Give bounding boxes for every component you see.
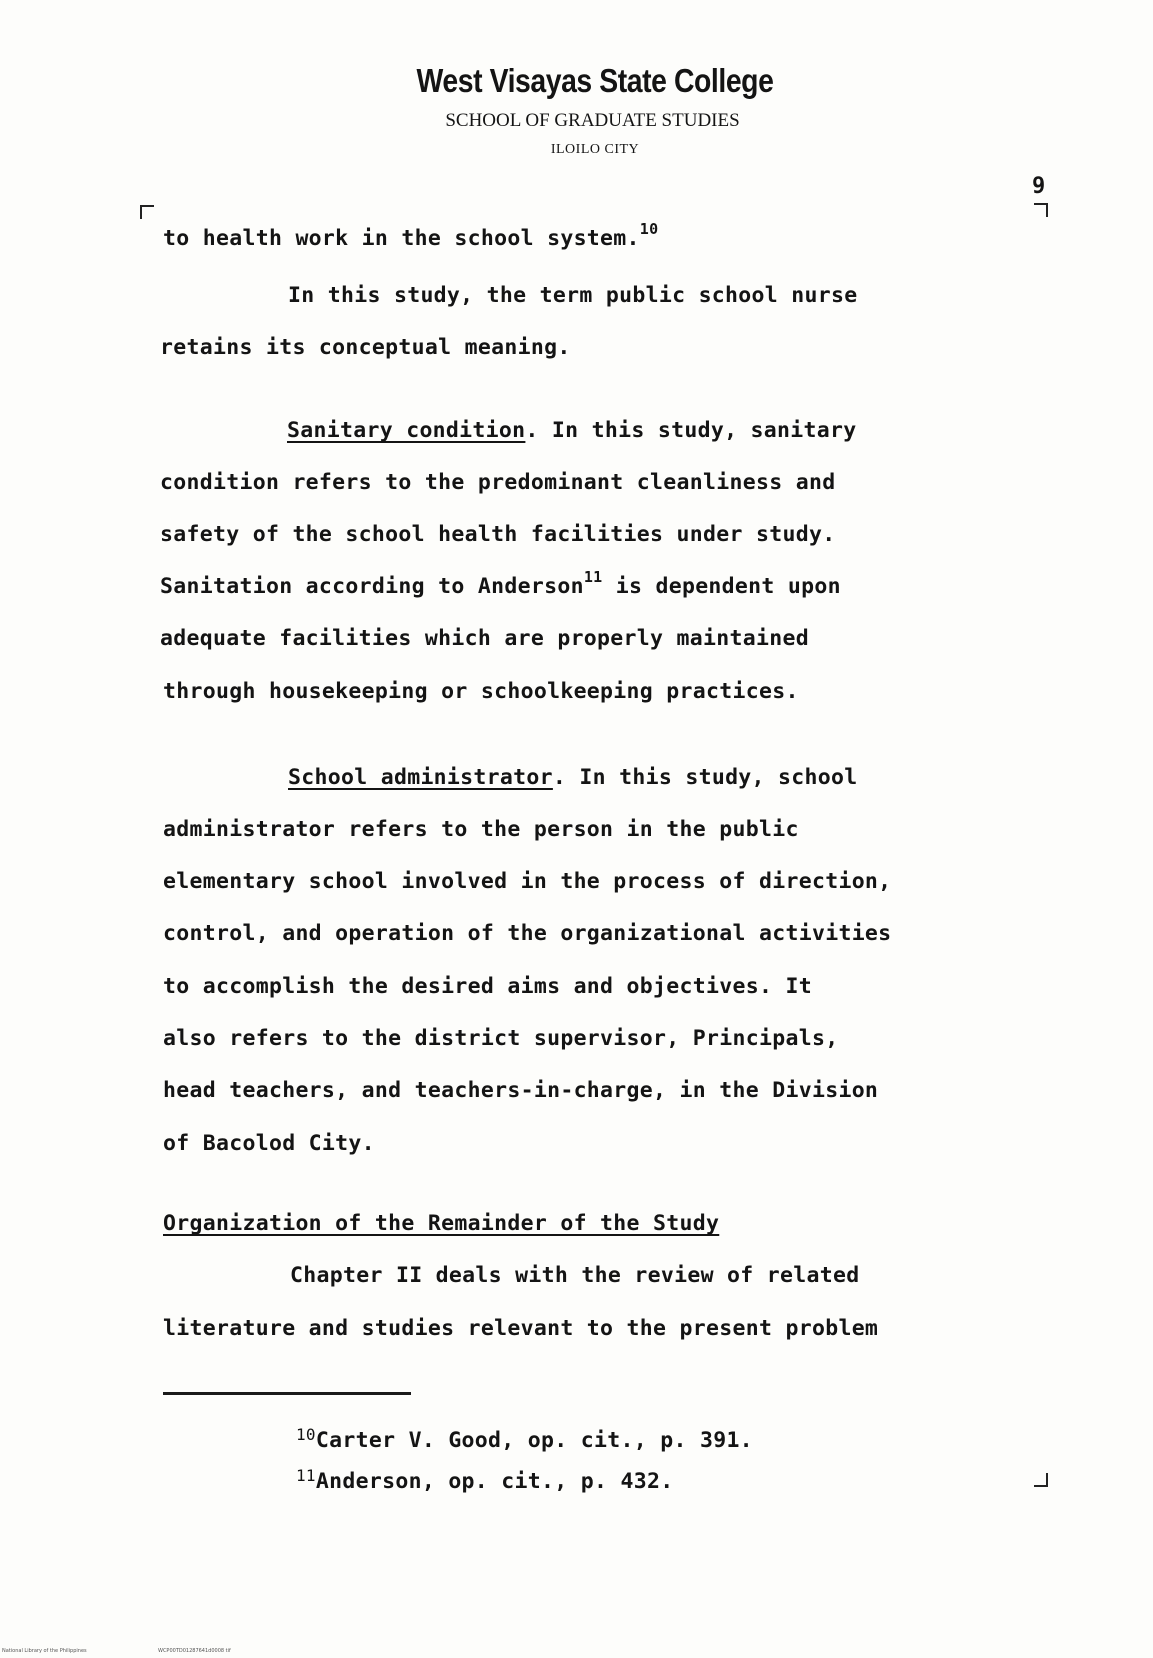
body-line-text: Sanitation according to Anderson [160,574,584,599]
body-line: of Bacolod City. [163,1131,375,1156]
body-line: head teachers, and teachers-in-charge, in the Division [163,1078,879,1103]
section-heading: Organization of the Remainder of the Study [163,1211,720,1236]
definition-school-administrator [288,765,858,791]
body-line: In this study, the term public school nurse [288,283,858,308]
body-line-text: . In this study, sanitary [525,418,857,443]
body-line: literature and studies relevant to the present problem [163,1316,879,1341]
footnote-divider [163,1392,411,1395]
body-line: elementary school involved in the process of direction, [163,869,892,894]
letterhead-institution: West Visayas State College [416,62,774,99]
body-line: also refers to the district supervisor, Principals, [163,1026,839,1051]
archive-credit: National Library of the Philippines [2,1648,87,1654]
footnote-reference: 11 [583,568,603,586]
crop-mark-bottom-right [1034,1473,1048,1487]
page-number: 9 [1032,174,1046,199]
crop-mark-top-left [140,205,154,219]
body-line: condition refers to the predominant cleanliness and [160,470,836,495]
footnote [296,1463,673,1495]
body-line [160,568,841,600]
body-line [163,220,659,252]
body-line-text: . In this study, school [552,765,858,790]
body-line: retains its conceptual meaning. [160,335,571,360]
body-line: adequate facilities which are properly maintained [160,626,809,651]
letterhead-school: SCHOOL OF GRADUATE STUDIES [445,110,740,131]
footnote [296,1422,753,1454]
footnote-number: 11 [296,1466,316,1485]
archive-file-code: WCP00TD01287641d0008 tif [158,1648,231,1654]
body-line: administrator refers to the person in the public [163,817,799,842]
footnote-reference: 10 [639,220,659,238]
term-school-administrator: School administrator [288,765,553,790]
letterhead-city: ILOILO CITY [550,142,640,157]
body-line: to accomplish the desired aims and objectives. It [163,974,812,999]
body-line: control, and operation of the organizational activities [163,921,892,946]
body-line: safety of the school health facilities under study. [160,522,836,547]
footnote-number: 10 [296,1425,316,1444]
footnote-text: Anderson, op. cit., p. 432. [315,1469,674,1494]
crop-mark-top-right [1034,203,1048,217]
body-line: Chapter II deals with the review of related [290,1263,860,1288]
body-line-text: is dependent upon [602,574,841,599]
footnote-text: Carter V. Good, op. cit., p. 391. [315,1428,753,1453]
definition-sanitary-condition [287,418,857,444]
body-line: through housekeeping or schoolkeeping practices. [163,679,799,704]
term-sanitary-condition: Sanitary condition [287,418,526,443]
body-line-text: to health work in the school system. [163,226,640,251]
